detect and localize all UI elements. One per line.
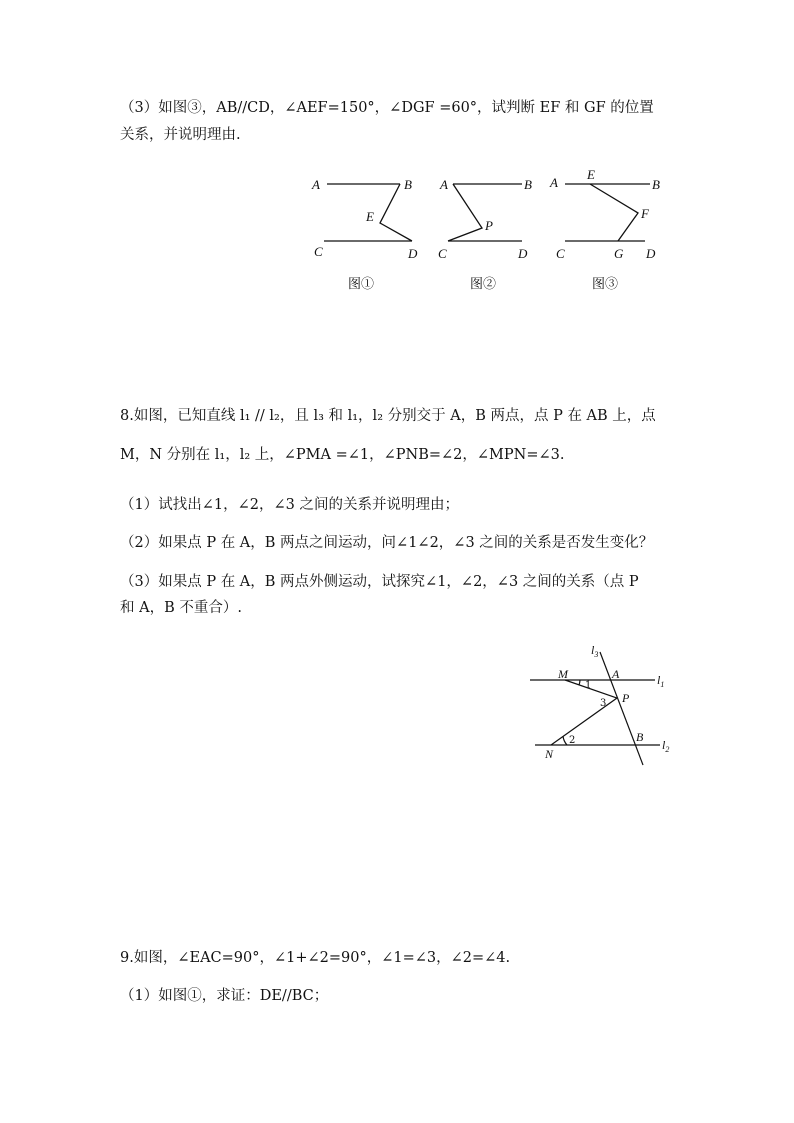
fig3-label-c: C — [556, 246, 565, 261]
label-n: N — [545, 747, 554, 761]
q8-sub3-line1: （3）如果点 P 在 A，B 两点外侧运动，试探究∠1，∠2，∠3 之间的关系（点 P — [120, 574, 639, 590]
fig1-label-d: D — [408, 246, 418, 261]
q7-figures — [300, 168, 680, 298]
label-b: B — [636, 730, 644, 744]
q8-figure — [525, 640, 685, 770]
fig3-path-efg — [590, 184, 638, 241]
label-l3 — [591, 643, 598, 659]
fig3-label-a: A — [550, 175, 558, 190]
label-l2-sub: 2 — [665, 745, 670, 754]
label-l3-sub: 3 — [594, 650, 599, 659]
label-l1-letter: l — [657, 673, 661, 687]
fig2-label-d: D — [518, 246, 528, 261]
path-mpn — [551, 680, 617, 745]
label-l2-letter: l — [662, 738, 666, 752]
fig1-label-a: A — [312, 177, 320, 192]
label-a: A — [612, 667, 620, 681]
label-m: M — [558, 667, 568, 681]
q9-sub1: （1）如图①，求证：DE//BC； — [120, 988, 329, 1004]
label-angle-3: 3 — [600, 698, 607, 709]
fig3-label-f: F — [641, 206, 649, 221]
q8-line2: M，N 分别在 l₁，l₂ 上，∠PMA =∠1，∠PNB=∠2，∠MPN=∠3. — [120, 447, 565, 463]
line-l3 — [600, 652, 643, 765]
fig3-label-e: E — [587, 168, 595, 182]
fig3-caption: 图③ — [592, 277, 619, 292]
q7-part3-line2: 关系，并说明理由. — [120, 127, 241, 143]
fig3-label-g: G — [614, 246, 624, 261]
fig1-label-b: B — [404, 177, 412, 192]
fig2-path-apc — [448, 184, 482, 241]
fig1-caption: 图① — [348, 277, 375, 292]
fig3-label-d: D — [646, 246, 656, 261]
fig2-label-b: B — [524, 177, 532, 192]
label-angle-1: 1 — [585, 680, 592, 691]
q8-line1: 8.如图，已知直线 l₁ // l₂，且 l₃ 和 l₁，l₂ 分别交于 A，B 两点，点 P 在 AB 上，点 — [120, 408, 656, 424]
label-l2 — [662, 738, 669, 754]
label-l1-sub: 1 — [660, 680, 665, 689]
fig1-path-bed — [380, 184, 412, 241]
fig1-label-e: E — [366, 209, 374, 224]
angle-1-arc — [579, 680, 580, 685]
fig2-caption: 图② — [470, 277, 497, 292]
q9-line1: 9.如图，∠EAC=90°，∠1+∠2=90°，∠1=∠3，∠2=∠4. — [120, 950, 511, 966]
fig3-label-b: B — [652, 177, 660, 192]
q7-part3-line1: （3）如图③，AB//CD，∠AEF=150°，∠DGF =60°，试判断 EF 和 GF 的位置 — [120, 100, 654, 116]
fig1-label-c: C — [314, 244, 323, 259]
fig2-label-c: C — [438, 246, 447, 261]
q8-sub2: （2）如果点 P 在 A，B 两点之间运动，问∠1∠2，∠3 之间的关系是否发生变化？ — [120, 535, 654, 551]
label-l3-letter: l — [591, 643, 595, 657]
q8-sub1: （1）试找出∠1，∠2，∠3 之间的关系并说明理由； — [120, 497, 459, 513]
q8-sub3-line2: 和 A，B 不重合）. — [120, 600, 242, 616]
angle-2-arc — [563, 736, 567, 745]
fig2-label-p: P — [485, 218, 493, 233]
label-l1 — [657, 673, 664, 689]
fig2-label-a: A — [440, 177, 448, 192]
label-p: P — [622, 691, 630, 705]
label-angle-2: 2 — [569, 735, 576, 746]
